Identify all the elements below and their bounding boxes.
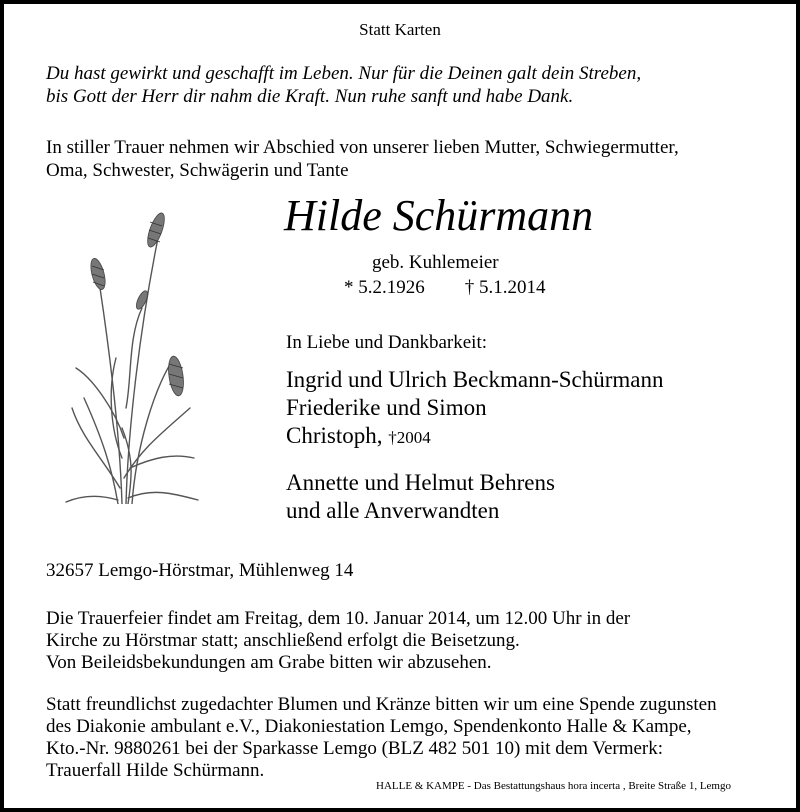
funeral-home-footer: HALLE & KAMPE - Das Bestattungshaus hora incerta , Breite Straße 1, Lemgo [376,780,731,792]
maiden-name: geb. Kuhlemeier [372,252,499,273]
wheat-illustration [62,208,202,504]
family-group-2 [286,469,555,525]
donation-line: Statt freundlichst zugedachter Blumen und Kränze bitten wir um eine Spende zugunsten [46,694,717,715]
donation-info [46,694,776,782]
intro-line: In stiller Trauer nehmen wir Abschied von unserer lieben Mutter, Schwiegermutter, [46,137,679,158]
ceremony-line: Kirche zu Hörstmar statt; anschließend erfolgt die Beisetzung. [46,630,520,651]
family-line: Ingrid und Ulrich Beckmann-Schürmann [286,367,664,392]
family-group-1 [286,366,664,452]
life-dates [344,277,546,299]
ceremony-info [46,608,766,674]
intro-text [46,136,766,182]
thanks-line: In Liebe und Dankbarkeit: [286,332,488,353]
mourning-address: 32657 Lemgo-Hörstmar, Mühlenweg 14 [46,560,354,581]
intro-line: Oma, Schwester, Schwägerin und Tante [46,160,349,181]
family-member-name: Christoph, [286,423,383,448]
deceased-name: Hilde Schürmann [284,191,594,240]
family-line: und alle Anverwandten [286,498,500,523]
donation-line: Trauerfall Hilde Schürmann. [46,760,265,781]
family-line [286,422,664,452]
notice-heading: Statt Karten [359,20,441,39]
ceremony-line: Die Trauerfeier findet am Freitag, dem 10. Januar 2014, um 12.00 Uhr in der [46,608,631,629]
donation-line: des Diakonie ambulant e.V., Diakoniestation Lemgo, Spendenkonto Halle & Kampe, [46,716,692,737]
verse-line: bis Gott der Herr dir nahm die Kraft. Nun ruhe sanft und habe Dank. [46,86,574,107]
verse-line: Du hast gewirkt und geschafft im Leben. Nur für die Deinen galt dein Streben, [46,63,642,84]
family-line: Annette und Helmut Behrens [286,470,555,495]
ceremony-line: Von Beileidsbekundungen am Grabe bitten wir abzusehen. [46,652,492,673]
donation-line: Kto.-Nr. 9880261 bei der Sparkasse Lemgo (BLZ 482 501 10) mit dem Vermerk: [46,738,664,759]
family-line: Friederike und Simon [286,395,487,420]
member-death-date: †2004 [388,428,431,447]
birth-date: * 5.2.1926 [344,277,425,298]
death-date: † 5.1.2014 [464,277,546,298]
memorial-verse [46,62,766,108]
